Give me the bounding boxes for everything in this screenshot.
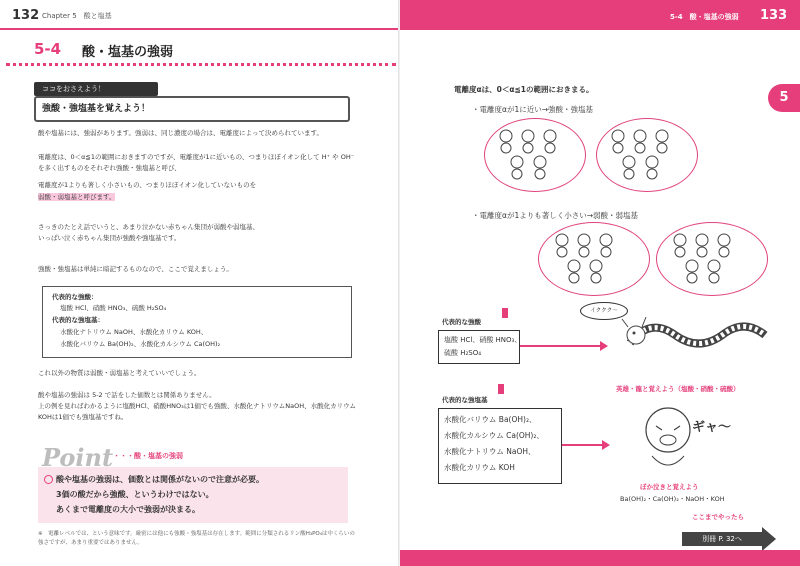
dotted-divider bbox=[6, 63, 396, 66]
base-item-3: 水酸化ナトリウム NaOH、 bbox=[444, 447, 536, 456]
paragraph-7: 強酸・強塩基は単純に暗記するものなので、ここで覚えましょう。 bbox=[38, 265, 233, 273]
chapter-tab: 5 bbox=[768, 84, 800, 112]
koko-text: 強酸・強塩基を覚えよう！ bbox=[42, 104, 151, 114]
footnote: ※ 電離レベルでは、という意味です。厳密には他にも強酸・強塩基は存在します。範囲に分類されるリン酸H₃PO₄は中くらいの強さですが、あまり重要ではありません。 bbox=[38, 531, 355, 546]
point-word: Point bbox=[42, 443, 114, 472]
point-line-3: あくまで電離度の大小で強弱が決まる。 bbox=[56, 505, 200, 514]
base-tag: 代表的な強塩基 bbox=[442, 396, 488, 404]
speech-bubble: イククク～ bbox=[580, 302, 628, 320]
base-item-1: 水酸化バリウム Ba(OH)₂、 bbox=[444, 415, 537, 424]
point-line-1: 酸や塩基の強弱は、価数とは関係がないので注意が必要。 bbox=[56, 475, 264, 484]
after-box-3: 上の例を見ればわかるように塩酸HCl、硝酸HNO₃は1価でも強酸、水酸化ナトリウムNaOH、水酸化カリウムKOHは1価でも強塩基ですね。 bbox=[38, 402, 357, 421]
after-box-1: これ以外の物質は弱酸・弱塩基と考えていいでしょう。 bbox=[38, 369, 201, 377]
paragraph-3: 電離度が1よりも著しく小さいもの、つまりほぼイオン化していないものを bbox=[38, 181, 257, 189]
memo-button[interactable]: 別冊 P. 32へ bbox=[682, 532, 762, 546]
paragraph-2: 電離度は、0＜α≦1の範囲におきますのですが、電離度が1に近いもの、つまりほぼイオン化して H⁺ や OH⁻ を多く出すものをそれぞれ強酸・強塩基と呼び、 bbox=[38, 153, 355, 172]
done-label: ここまでやったら bbox=[692, 513, 744, 521]
after-box-2: 酸や塩基の強弱は 5-2 で話をした価数とは関係ありません。 bbox=[38, 391, 216, 399]
base-arrow-head bbox=[602, 440, 610, 450]
cry-text: ギャ～ bbox=[692, 420, 732, 435]
crying-baby-illustration bbox=[632, 400, 712, 476]
base-arrow-line bbox=[562, 444, 602, 446]
section-title: 酸・塩基の強弱 bbox=[82, 45, 174, 60]
dragon-illustration bbox=[620, 305, 770, 373]
memo-arrow-icon bbox=[762, 527, 776, 551]
base-item-4: 水酸化カリウム KOH bbox=[444, 463, 515, 472]
base-tag-bar bbox=[498, 384, 504, 394]
acid-item-1: 塩酸 HCl、硝酸 HNO₃、 bbox=[444, 336, 522, 344]
rep-acid-list: 塩酸 HCl、硝酸 HNO₃、硫酸 H₂SO₄ bbox=[60, 304, 167, 312]
header-title: 5-4 酸・塩基の強弱 bbox=[670, 13, 739, 21]
point-subtitle: ・・・酸・塩基の強弱 bbox=[113, 452, 183, 460]
section-number: 5-4 bbox=[34, 40, 62, 58]
paragraph-5: さっきのたとえ話でいうと、あまり泣かない赤ちゃん集団が弱酸や弱塩基、 bbox=[38, 223, 259, 231]
acid-arrow-head bbox=[600, 341, 608, 351]
koko-tab: ココをおさえよう！ bbox=[34, 82, 158, 96]
strong-label: ・電離度αが1に近い→強酸・強塩基 bbox=[472, 105, 593, 114]
intro-text: 電離度αは、0＜α≦1の範囲におきまる。 bbox=[454, 85, 594, 94]
rep-base-list-1: 水酸化ナトリウム NaOH、水酸化カリウム KOH、 bbox=[60, 328, 208, 336]
footer-band bbox=[400, 550, 800, 566]
acid-mnemonic: 英雄・龍と覚えよう（塩酸・硝酸・硫酸） bbox=[616, 385, 740, 393]
rep-base-list-2: 水酸化バリウム Ba(OH)₂、水酸化カルシウム Ca(OH)₂ bbox=[60, 340, 221, 348]
right-page bbox=[400, 0, 800, 566]
point-bullet-icon bbox=[44, 475, 53, 484]
weak-label: ・電離度αが1よりも著しく小さい→弱酸・弱塩基 bbox=[472, 211, 638, 220]
acid-tag-bar bbox=[502, 308, 508, 318]
paragraph-4 bbox=[38, 192, 358, 203]
base-item-2: 水酸化カルシウム Ca(OH)₂、 bbox=[444, 431, 544, 440]
header-band bbox=[400, 0, 800, 30]
acid-tag: 代表的な強酸 bbox=[442, 318, 481, 326]
base-mnemonic: ぼか泣きと覚えよう bbox=[640, 483, 699, 491]
base-formula: Ba(OH)₂・Ca(OH)₂・NaOH・KOH bbox=[620, 495, 725, 503]
header-rule bbox=[0, 28, 400, 30]
strong-babies-illustration bbox=[484, 118, 696, 190]
paragraph-1: 酸や塩基には、強弱があります。強弱は、同じ濃度の場合は、電離度によって決められています。 bbox=[38, 129, 323, 137]
weak-babies-illustration bbox=[538, 222, 766, 294]
rep-acid-heading: 代表的な強酸： bbox=[52, 293, 98, 301]
point-line-2: 3価の酸だから強酸、というわけではない。 bbox=[56, 490, 214, 499]
acid-arrow-line bbox=[520, 345, 600, 347]
page-number-right: 133 bbox=[760, 8, 788, 23]
rep-base-heading: 代表的な強塩基： bbox=[52, 316, 104, 324]
highlight-weak: 弱酸・弱塩基と呼びます。 bbox=[38, 193, 116, 201]
paragraph-6: いっぱい泣く赤ちゃん集団が強酸や強塩基です。 bbox=[38, 234, 181, 242]
page-number-left: 132 bbox=[12, 8, 40, 23]
acid-item-2: 硫酸 H₂SO₄ bbox=[444, 349, 482, 357]
chapter-label: Chapter 5 酸と塩基 bbox=[42, 12, 112, 20]
